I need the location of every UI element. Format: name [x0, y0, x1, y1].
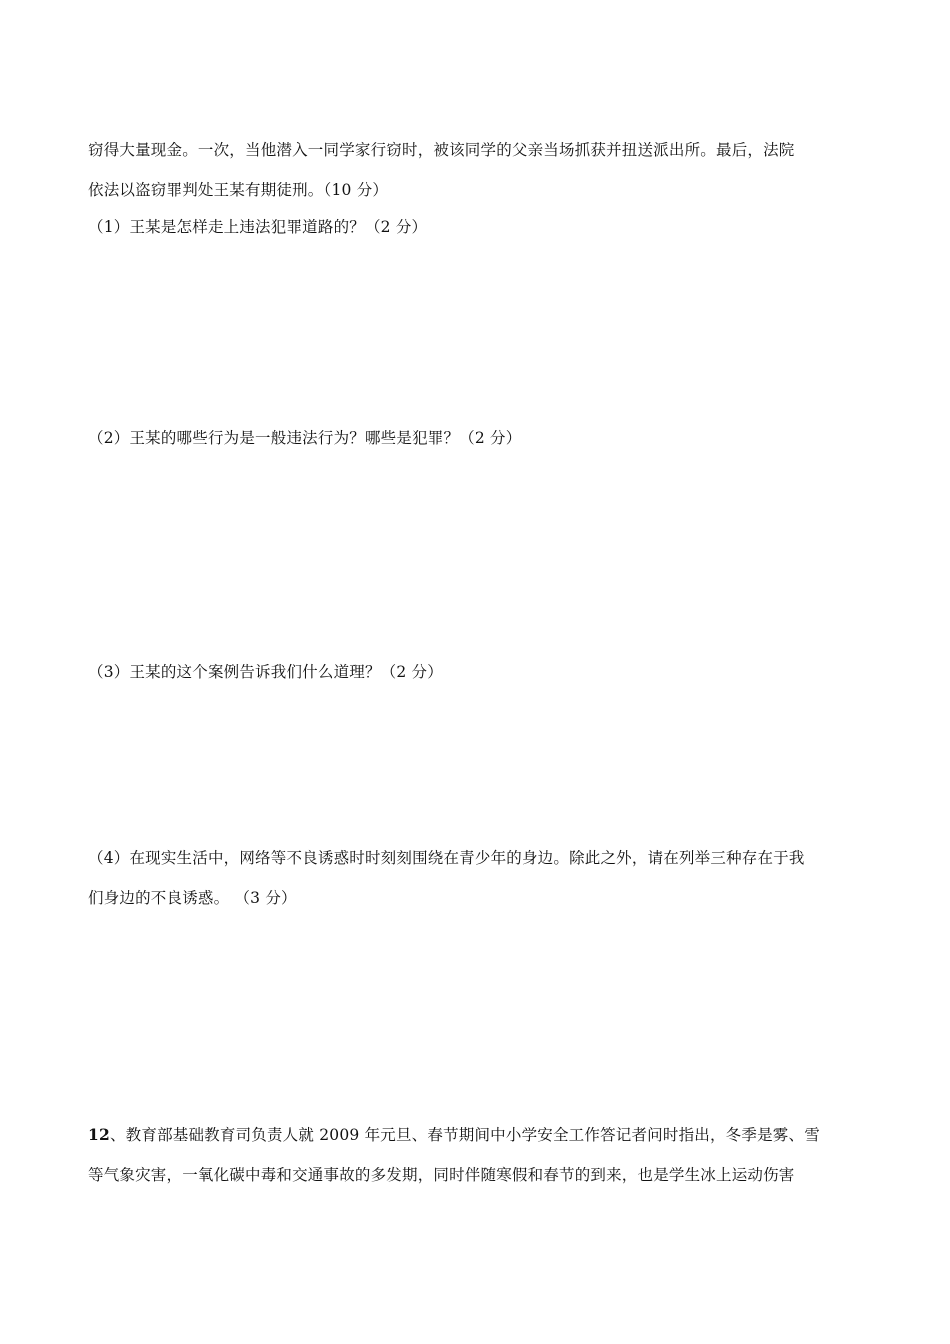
question-1: （1）王某是怎样走上违法犯罪道路的？（2 分） — [88, 218, 428, 236]
item-12-number: 12 — [88, 1125, 110, 1144]
question-2: （2）王某的哪些行为是一般违法行为？哪些是犯罪？（2 分） — [88, 429, 522, 447]
question-3: （3）王某的这个案例告诉我们什么道理？（2 分） — [88, 663, 443, 681]
item-12-line-1-text: 、教育部基础教育司负责人就 2009 年元旦、春节期间中小学安全工作答记者问时指出，冬季是雾、雪 — [109, 1126, 820, 1144]
item-12-line-2: 等气象灾害，一氧化碳中毒和交通事故的多发期，同时伴随寒假和春节的到来，也是学生冰上运动伤害 — [88, 1166, 795, 1184]
question-4-line-2: 们身边的不良诱惑。 （3 分） — [88, 889, 297, 907]
intro-line-2: 依法以盗窃罪判处王某有期徒刑。（10 分） — [88, 181, 389, 199]
intro-line-1: 窃得大量现金。一次，当他潜入一同学家行窃时，被该同学的父亲当场抓获并扭送派出所。最后，法院 — [88, 141, 795, 159]
question-4-line-1: （4）在现实生活中，网络等不良诱惑时时刻刻围绕在青少年的身边。除此之外，请在列举三种存在于我 — [88, 849, 805, 867]
item-12-line-1 — [88, 1125, 862, 1145]
